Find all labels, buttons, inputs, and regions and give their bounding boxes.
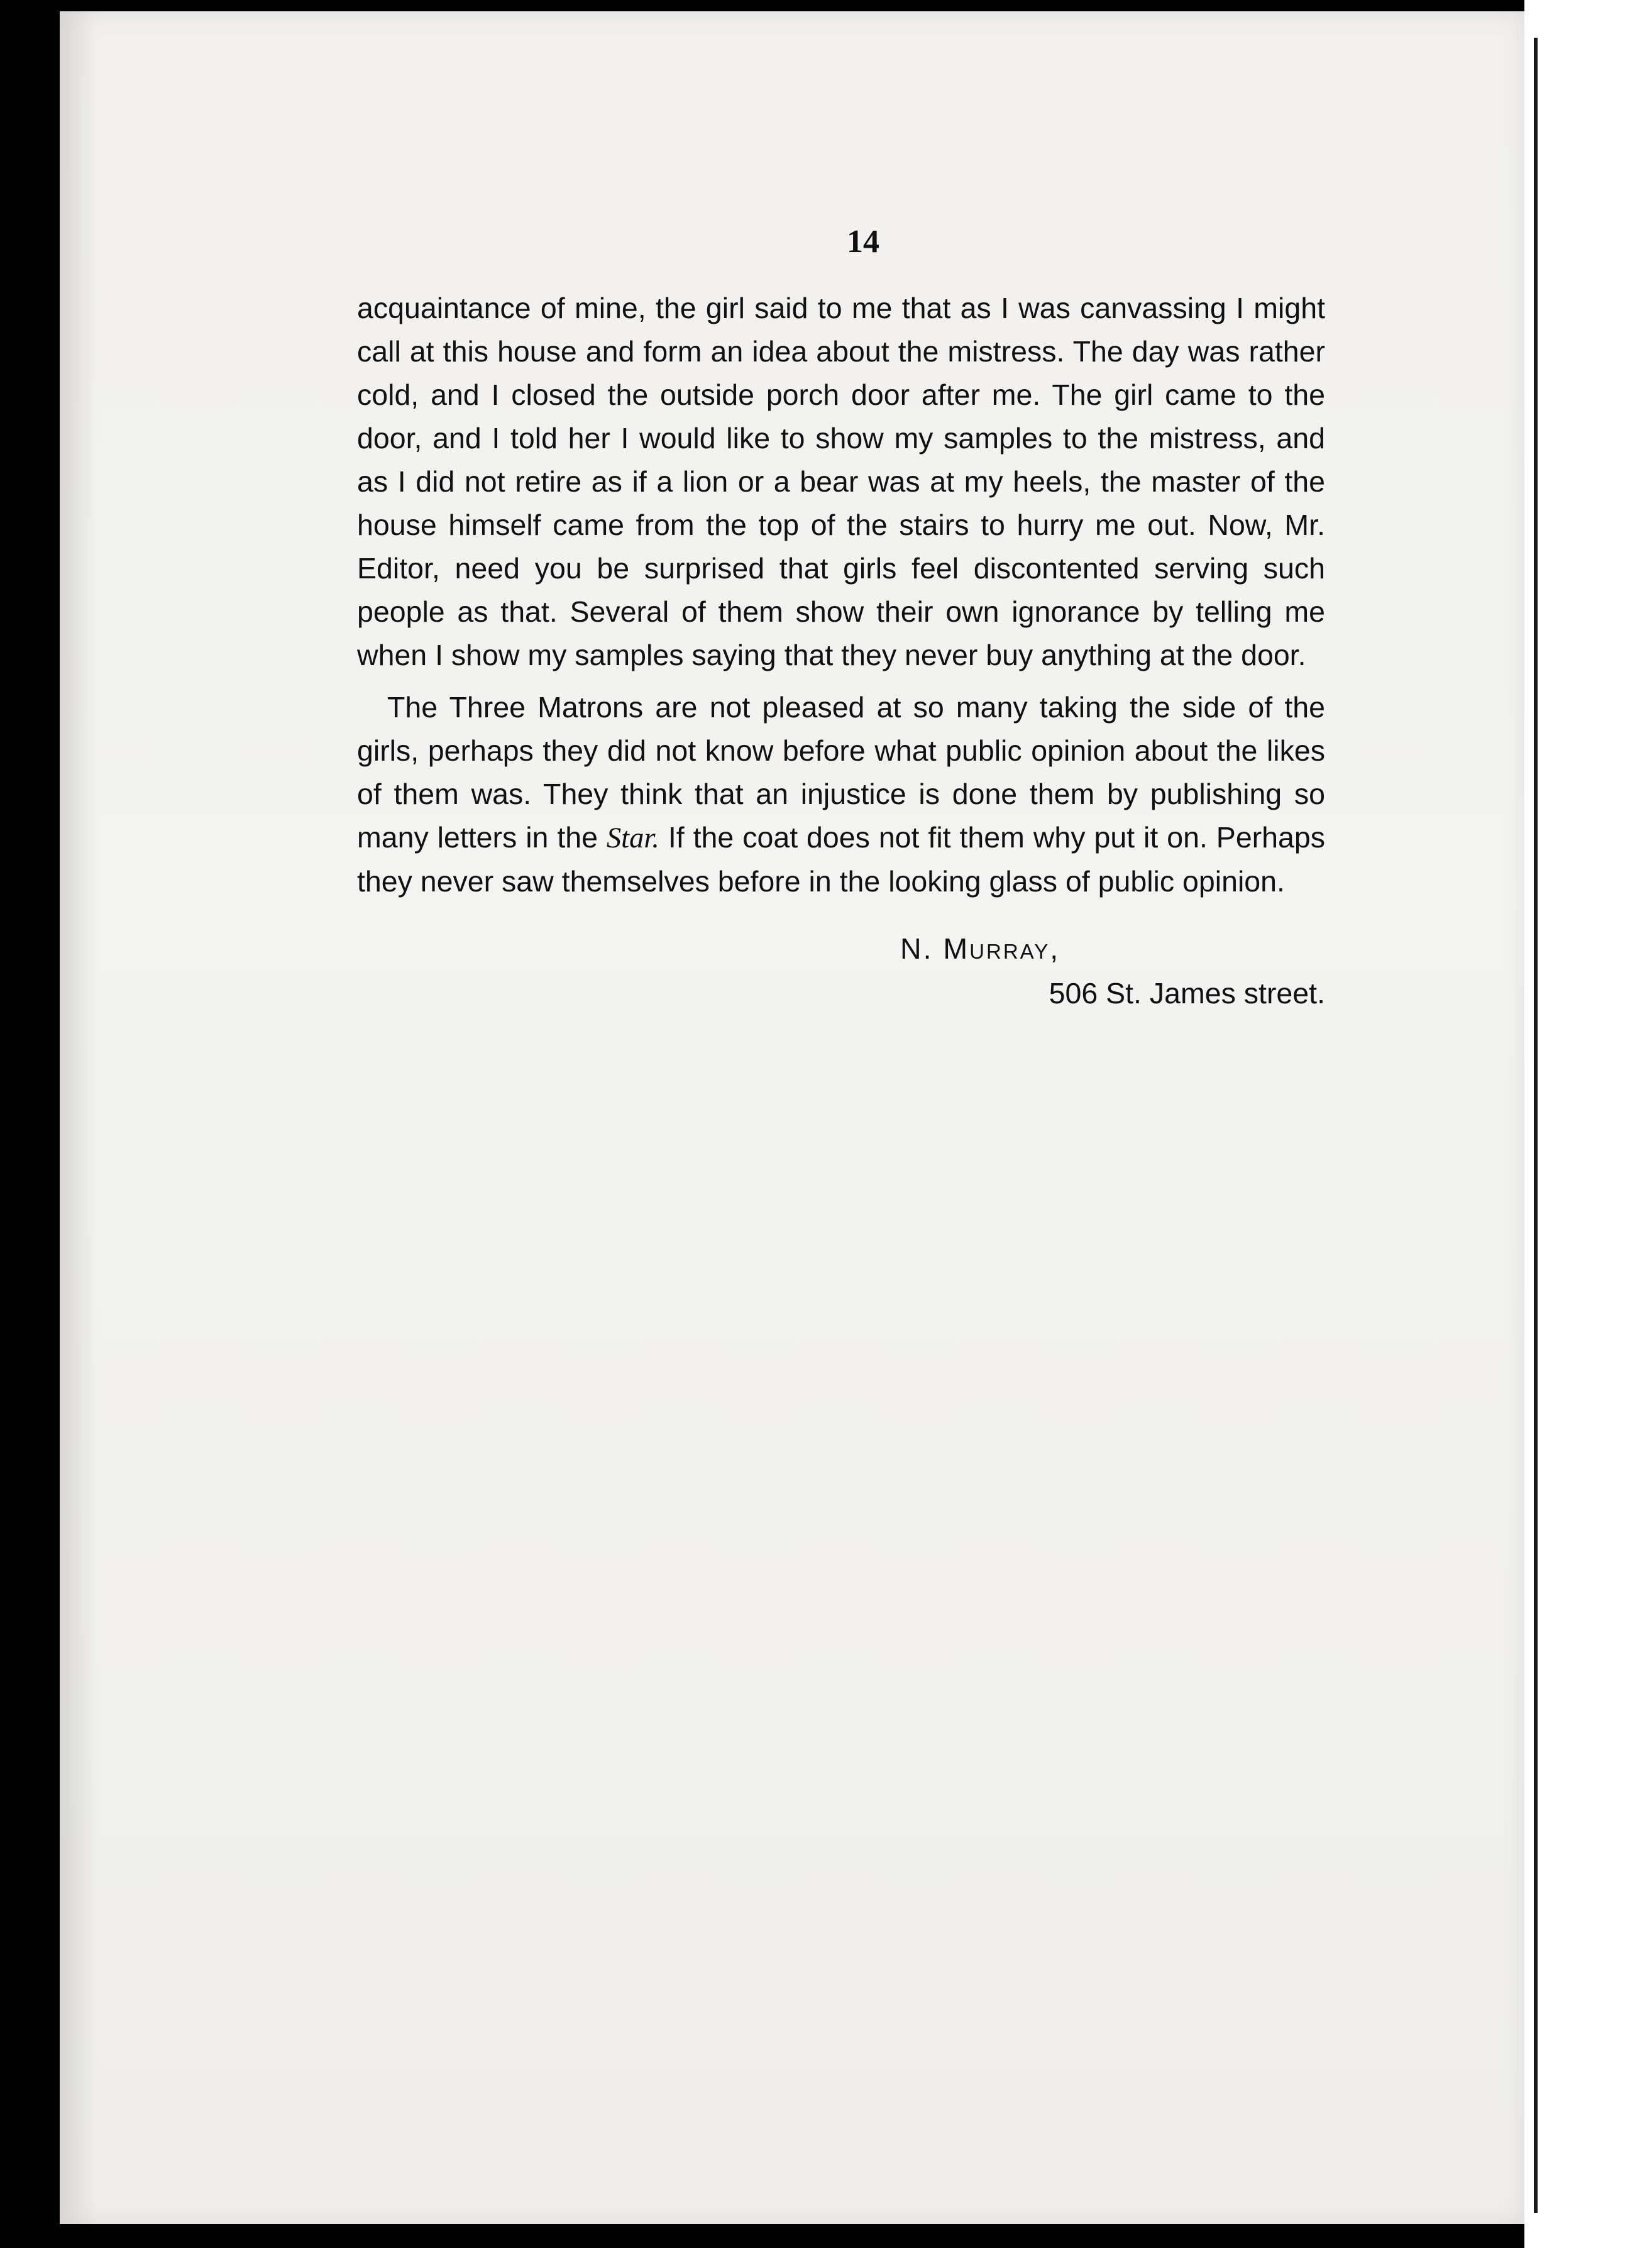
newspaper-name: Star. [606,822,659,854]
binding-edge-line [1534,38,1538,2213]
signature-address: 506 St. James street. [1049,977,1325,1010]
adjacent-page-strip [1524,0,1652,2248]
paragraph-text-start: The Three Matrons are not pleased at so many taking the side of the girls, perhaps they did not know before what public opinion about the likes of them was. They think that an injustice is done them by publishing so many letters in the [357,691,1325,854]
signature-surname: Murray, [943,932,1060,965]
signature [357,927,1325,971]
paragraph-three-matrons [357,686,1325,903]
signature-initial: N. [900,932,933,965]
page-content [357,223,1325,1015]
page-number: 14 [847,224,879,260]
page-shadow-edge [60,11,97,2224]
paragraph-continuation: acquaintance of mine, the girl said to me that as I was canvassing I might call at this house and form an idea about the mistress. The day was rather cold, and I closed the outside porch door after me. The girl came to the door, and I told her I would like to show my samples to the mistress, and as I did not retire as if a lion or a bear was at my heels, the master of the house himself came from the top of the stairs to hurry me out. Now, Mr. Editor, need you be surprised that girls feel discontented serving such people as that. Several of them show their own ignorance by telling me when I show my samples saying that they never buy anything at the door. [357,292,1325,671]
paragraph-text-end: If the coat does not fit them why put it on. Perhaps they never saw themselves before in the looking glass of public opinion. [357,821,1325,898]
